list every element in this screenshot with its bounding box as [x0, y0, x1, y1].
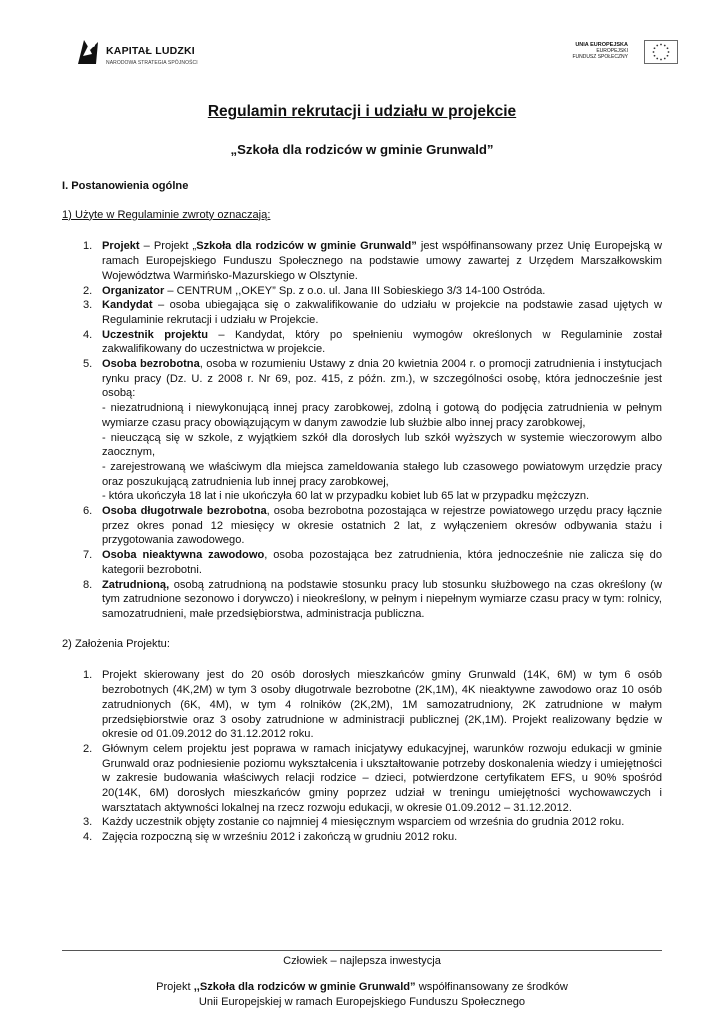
- item-number: 2.: [83, 284, 93, 297]
- eu-logo-line3: FUNDUSZ SPOŁECZNY: [572, 54, 628, 61]
- footer-project-suffix: współfinansowany ze środków: [415, 981, 568, 993]
- eu-logo-line2: EUROPEJSKI: [596, 48, 628, 55]
- item-text: Głównym celem projektu jest poprawa w ramach inicjatywy edukacyjnej, warunków rozwoju edukacji w gminie Grunwald oraz podniesienie poziomu wykształcenia i ukształtowanie potrzeby doskonalenia wiedzy i umiejętności w zakresie budowania właściwych relacji rodzice – dzieci, potwierdzone certyfikatem EFS, u 90% spośród 20(14K, 6M) dorosłych mieszkańców gminy poprzez udział w treningu umiejętności wychowawczych i warsztatach aktywności lokalnej na rzecz rozwoju edukacji, w okresie 01.09.2012 – 31.12.2012.: [102, 742, 662, 814]
- list-item: [62, 239, 662, 283]
- item-number: 8.: [83, 578, 93, 591]
- condition-line: - nieuczącą się w szkole, z wyjątkiem szkół dla dorosłych lub szkół wyższych w systemie wieczorowym albo zaocznym,: [102, 431, 662, 459]
- list-item: [62, 815, 662, 830]
- condition-line: - która ukończyła 18 lat i nie ukończyła 60 lat w przypadku kobiet lub 65 lat w przypadku mężczyzn.: [102, 490, 590, 503]
- list-item: [62, 742, 662, 816]
- list-item: [62, 328, 662, 357]
- eu-star-icon: [667, 55, 669, 57]
- item-term: Osoba długotrwale bezrobotna: [102, 505, 267, 518]
- item-term: Projekt: [102, 240, 140, 253]
- page-header: [0, 0, 724, 80]
- eu-star-icon: [667, 47, 669, 49]
- footer-project-line2: Unii Europejskiej w ramach Europejskiego Funduszu Społecznego: [198, 996, 526, 1008]
- item-term: Organizator: [102, 284, 165, 297]
- item-number: 1.: [83, 669, 93, 682]
- eu-star-icon: [664, 58, 666, 60]
- footer-project-info: [0, 980, 724, 1010]
- item-text: – CENTRUM ,,OKEY” Sp. z o.o. ul. Jana III Sobieskiego 3/3 14-100 Ostróda.: [164, 284, 546, 297]
- eu-logo-text: [572, 42, 628, 61]
- eu-star-icon: [656, 58, 658, 60]
- item-number: 3.: [83, 299, 93, 312]
- item-term: Osoba nieaktywna zawodowo: [102, 549, 265, 562]
- item-number: 2.: [83, 742, 93, 755]
- list-item: [62, 357, 662, 504]
- footer-project-prefix: Projekt: [156, 981, 194, 993]
- item-number: 4.: [83, 328, 93, 341]
- item-text: jest współfinansowany przez Unię Europejską w ramach Europejskiego Funduszu Społecznego na podstawie umowy zawartej z Urzędem Marszałkowskim Województwa Warmińsko-Mazurskiego w Olsztynie.: [102, 240, 662, 282]
- footer-motto: Człowiek – najlepsza inwestycja: [283, 955, 441, 967]
- item-number: 5.: [83, 358, 93, 371]
- item-number: 3.: [83, 816, 93, 829]
- item-term: Kandydat: [102, 299, 153, 312]
- eu-star-icon: [660, 44, 662, 46]
- eu-star-icon: [660, 59, 662, 61]
- eu-logo-line1: UNIA EUROPEJSKA: [575, 42, 628, 48]
- eu-logo: [570, 40, 680, 68]
- list-item: [62, 298, 662, 327]
- section-heading: I. Postanowienia ogólne: [62, 180, 189, 192]
- kapital-ludzki-name: KAPITAŁ LUDZKI: [106, 45, 195, 57]
- list-item: [62, 548, 662, 577]
- kapital-ludzki-logo: [74, 36, 214, 72]
- footer-project-name: ,,Szkoła dla rodziców w gminie Grunwald”: [193, 981, 416, 993]
- item-text: – Projekt „: [139, 240, 197, 253]
- eu-star-icon: [664, 45, 666, 47]
- item-text: , osoba bezrobotna pozostająca w rejestrze powiatowego urzędu pracy łącznie przez okres ponad 12 miesięcy w okresie ostatnich 2 lat, z wyłączeniem okresów odbywania stażu i przygotowania zawodowego.: [102, 505, 663, 547]
- kapital-ludzki-mark-icon: [74, 36, 102, 66]
- eu-flag-icon: [644, 40, 678, 64]
- definitions-heading: 1) Użyte w Regulaminie zwroty oznaczają:: [62, 208, 271, 221]
- document-body: [62, 102, 662, 845]
- condition-line: - niezatrudnioną i niewykonującą innej pracy zarobkowej, zdolną i gotową do podjęcia zatrudnienia w pełnym wymiarze czasu pracy obowiązującym w danym zawodzie lub służbie albo innej pracy zarobkowej,: [102, 402, 662, 429]
- footer-project-line1: [0, 980, 724, 995]
- list-item: [62, 578, 662, 622]
- list-item: [62, 830, 662, 845]
- condition-line: - zarejestrowaną we właściwym dla miejsca zameldowania stałego lub czasowego powiatowym urzędzie pracy oraz poszukującą zatrudnienia lub innej pracy zarobkowej,: [102, 460, 662, 488]
- item-term: Osoba bezrobotna: [102, 358, 200, 371]
- item-text: Każdy uczestnik objęty zostanie co najmniej 4 miesięcznym wsparciem od września do grudnia 2012 roku.: [102, 816, 625, 829]
- page-title: Regulamin rekrutacji i udziału w projekcie: [207, 103, 517, 120]
- eu-star-icon: [653, 51, 655, 53]
- item-text: – Kandydat, który po spełnieniu wymogów określonych w Regulaminie został zakwalifikowany do uczestnictwa w projekcie.: [102, 328, 663, 356]
- item-text: – osoba ubiegająca się o zakwalifikowanie do udziału w projekcie na podstawie zasad ujętych w Regulaminie rekrutacji i udziału w Projekcie.: [102, 299, 662, 326]
- kapital-ludzki-subtitle: NARODOWA STRATEGIA SPÓJNOŚCI: [106, 60, 198, 66]
- item-term: Zatrudnioną,: [102, 578, 170, 591]
- item-text: , osoba pozostająca bez zatrudnienia, która jednocześnie nie zalicza się do kategorii bezrobotni.: [102, 549, 662, 576]
- item-text: Projekt skierowany jest do 20 osób dorosłych mieszkańców gminy Grunwald (14K, 6M) w tym 6 osób bezrobotnych (4K,2M) w tym 3 osoby długotrwale bezrobotne (2K,1M), 4K nieaktywne zawodowo oraz 10 osób zatrudnionych (6K, 4M), w tym 4 rolników (2K,2M), 1M samozatrudniony, 2K zatrudnione w małym przedsiębiorstwie oraz 3 osoby zatrudnione w administracji publicznej (2K,1M). Projekt realizowany będzie w okresie od 01.09.2012 do 31.12.2012 roku.: [102, 669, 662, 741]
- assumptions-list: [62, 668, 662, 844]
- eu-star-icon: [654, 55, 656, 57]
- assumptions-heading: 2) Założenia Projektu:: [62, 637, 170, 650]
- definitions-list: [62, 239, 662, 621]
- list-item: [62, 504, 662, 548]
- item-number: 1.: [83, 240, 93, 253]
- item-number: 4.: [83, 831, 93, 844]
- eu-star-icon: [654, 47, 656, 49]
- footer-divider: [62, 950, 662, 951]
- item-term: Szkoła dla rodziców w gminie Grunwald”: [196, 240, 417, 253]
- eu-star-icon: [656, 45, 658, 47]
- page-subtitle: „Szkoła dla rodziców w gminie Grunwald”: [230, 142, 494, 157]
- list-item: [62, 668, 662, 742]
- item-term: Uczestnik projektu: [102, 328, 208, 341]
- item-number: 6.: [83, 505, 93, 518]
- item-text: , osoba w rozumieniu Ustawy z dnia 20 kwietnia 2004 r. o promocji zatrudnienia i instytucjach rynku pracy (Dz. U. z 2008 r. Nr 69, poz. 415, z późn. zm.), w szczególności osobę, która jednocześnie jest osobą:: [102, 358, 662, 400]
- item-text: Zajęcia rozpoczną się w wrześniu 2012 i zakończą w grudniu 2012 roku.: [102, 831, 458, 844]
- item-number: 7.: [83, 549, 93, 562]
- list-item: [62, 284, 662, 299]
- eu-star-icon: [668, 51, 670, 53]
- item-text: osobą zatrudnioną na podstawie stosunku pracy lub stosunku służbowego na czas określony (w tym zatrudnione sezonowo i dorywczo) i nieokreślony, w pełnym i niepełnym wymiarze czasu pracy w tym: rolnicy, samozatrudnieni, małe przedsiębiorstwa, administracja publiczna.: [102, 578, 662, 620]
